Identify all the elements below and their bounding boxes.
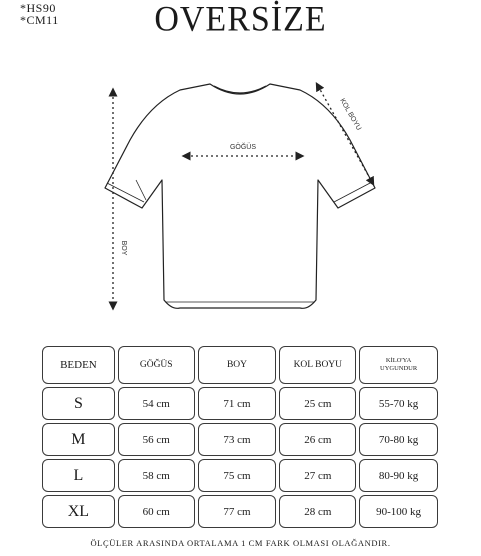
size-cell: S (42, 387, 115, 420)
size-table (42, 346, 438, 531)
header-weight-line2: UYGUNDUR (380, 365, 418, 372)
sleeve-cell: 26 cm (279, 423, 356, 456)
length-label: BOY (120, 240, 127, 256)
header-length: BOY (198, 346, 277, 384)
length-cell: 75 cm (198, 459, 277, 492)
header-chest: GÖĞÜS (118, 346, 195, 384)
footer-note: ÖLÇÜLER ARASINDA ORTALAMA 1 CM FARK OLMASI OLAĞANDIR. (90, 538, 391, 548)
size-table-header (42, 346, 438, 384)
weight-cell: 80-90 kg (359, 459, 438, 492)
header-size: BEDEN (42, 346, 115, 384)
weight-cell: 55-70 kg (359, 387, 438, 420)
length-cell: 71 cm (198, 387, 277, 420)
chest-cell: 56 cm (118, 423, 195, 456)
chest-cell: 54 cm (118, 387, 195, 420)
chest-cell: 58 cm (118, 459, 195, 492)
header-weight (359, 346, 438, 384)
tshirt-outline (105, 84, 375, 308)
weight-cell: 90-100 kg (359, 495, 438, 528)
sleeve-label: KOL BOYU (338, 97, 363, 132)
weight-cell: 70-80 kg (359, 423, 438, 456)
chest-cell: 60 cm (118, 495, 195, 528)
size-cell: XL (42, 495, 115, 528)
sleeve-cell: 28 cm (279, 495, 356, 528)
page-title: OVERSİZE (154, 0, 327, 39)
sleeve-cell: 27 cm (279, 459, 356, 492)
table-row (42, 495, 438, 528)
length-cell: 77 cm (198, 495, 277, 528)
product-code-2: *CM11 (20, 13, 59, 27)
length-cell: 73 cm (198, 423, 277, 456)
header-sleeve: KOL BOYU (279, 346, 356, 384)
table-row (42, 387, 438, 420)
size-cell: M (42, 423, 115, 456)
size-cell: L (42, 459, 115, 492)
chest-label: GÖĞÜS (229, 144, 257, 151)
table-row (42, 459, 438, 492)
product-code-1: *HS90 (20, 1, 56, 15)
header-weight-line1: KİLO'YA (385, 357, 412, 364)
table-row (42, 423, 438, 456)
sleeve-cell: 25 cm (279, 387, 356, 420)
